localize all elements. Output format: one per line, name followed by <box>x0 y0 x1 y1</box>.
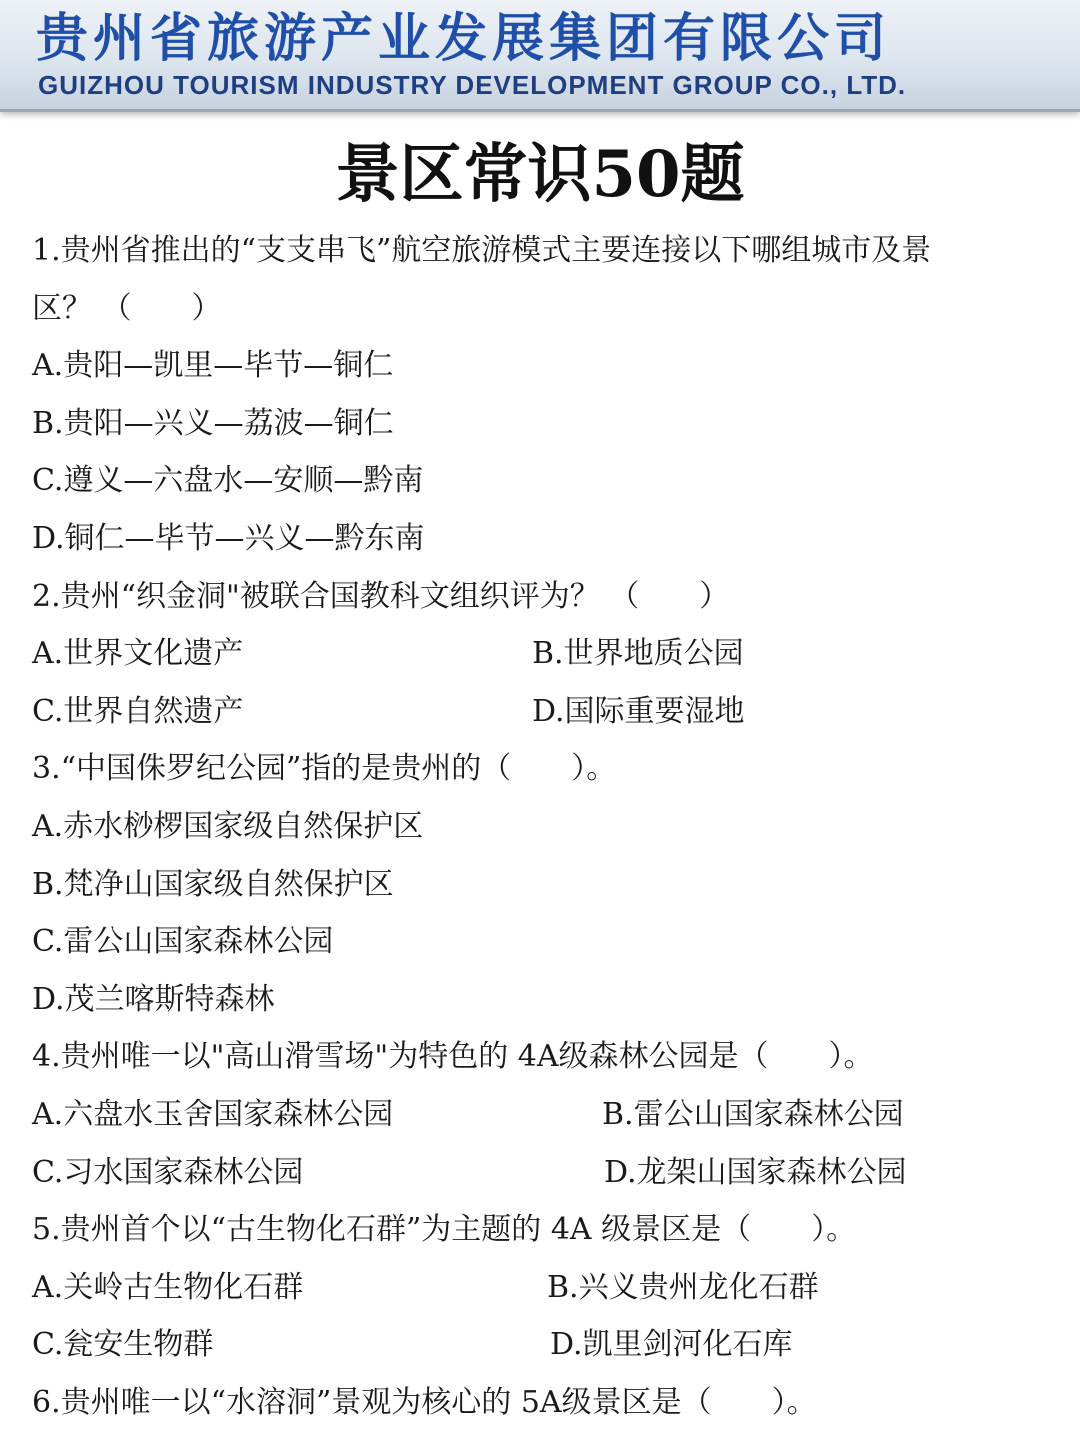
org-name-en: GUIZHOU TOURISM INDUSTRY DEVELOPMENT GROUP CO., LTD. <box>38 70 907 100</box>
question-4-options-row-1 <box>32 1086 1042 1144</box>
question-1-option-d: D.铜仁—毕节—兴义—黔东南 <box>32 520 425 556</box>
question-3-option-a: A.赤水桫椤国家级自然保护区 <box>32 808 424 844</box>
question-3-option-b: B.梵净山国家级自然保护区 <box>32 866 394 902</box>
question-2-option-b: B.世界地质公园 <box>532 636 744 672</box>
question-5-options-row-1 <box>32 1259 1042 1317</box>
question-2-stem: 2.贵州“织金洞"被联合国教科文组织评为？ （ ） <box>32 578 730 614</box>
question-1-stem: 1.贵州省推出的“支支串飞”航空旅游模式主要连接以下哪组城市及景 <box>32 233 932 268</box>
question-4-option-b: B.雷公山国家森林公园 <box>602 1096 904 1132</box>
org-banner <box>0 0 1080 112</box>
question-2-option-a: A.世界文化遗产 <box>32 636 244 672</box>
question-2-options-row-2 <box>32 683 1042 741</box>
question-2-option-d: D.国际重要湿地 <box>532 693 745 729</box>
question-5-stem: 5.贵州首个以“古生物化石群”为主题的 4A 级景区是（ ）。 <box>32 1212 857 1248</box>
question-3-option-c: C.雷公山国家森林公园 <box>32 924 334 960</box>
question-4-option-d: D.龙架山国家森林公园 <box>604 1154 907 1190</box>
question-5-options-row-2 <box>32 1316 1042 1374</box>
question-3-stem: 3.“中国侏罗纪公园”指的是贵州的（ ）。 <box>32 751 617 787</box>
question-6-stem: 6.贵州唯一以“水溶洞”景观为核心的 5A级景区是（ ）。 <box>32 1384 817 1420</box>
question-list <box>32 222 1042 1431</box>
org-name-cn: 贵州省旅游产业发展集团有限公司 <box>36 9 892 69</box>
question-5-option-d: D.凯里剑河化石库 <box>550 1327 793 1363</box>
question-5-option-c: C.瓮安生物群 <box>32 1327 214 1363</box>
question-1-option-a: A.贵阳—凯里—毕节—铜仁 <box>32 348 394 384</box>
question-4-option-a: A.六盘水玉舍国家森林公园 <box>32 1096 394 1132</box>
question-4-options-row-2 <box>32 1144 1042 1202</box>
page-title: 景区常识50题 <box>335 137 745 212</box>
question-1-option-c: C.遵义—六盘水—安顺—黔南 <box>32 463 424 499</box>
question-4-stem: 4.贵州唯一以"高山滑雪场"为特色的 4A级森林公园是（ ）。 <box>32 1039 874 1075</box>
question-5-option-a: A.关岭古生物化石群 <box>32 1269 304 1305</box>
question-5-option-b: B.兴义贵州龙化石群 <box>547 1269 819 1305</box>
question-1-option-b: B.贵阳—兴义—荔波—铜仁 <box>32 405 394 441</box>
question-1-stem-cont: 区？ （ ） <box>32 290 222 326</box>
question-2-option-c: C.世界自然遗产 <box>32 693 244 729</box>
question-3-option-d: D.茂兰喀斯特森林 <box>32 981 275 1017</box>
question-4-option-c: C.习水国家森林公园 <box>32 1154 304 1190</box>
question-2-options-row-1 <box>32 625 1042 683</box>
